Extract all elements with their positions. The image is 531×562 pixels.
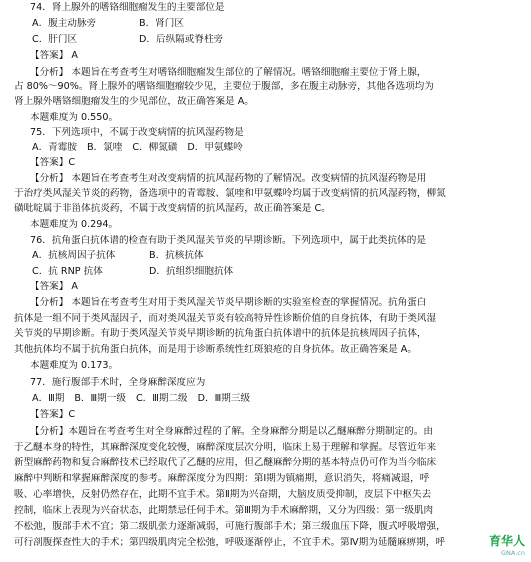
question-77-analysis-8: 可行剖腹探查性大的手术；第四级肌肉完全松弛，呼吸逐渐停止，不宜手术。第Ⅳ期为延髓麻痹期，呼: [14, 537, 445, 548]
question-77-analysis-6: 控制，临床上表现为兴奋状态，此期禁忌任何手术。第Ⅲ期为手术麻醉期，又分为四级：第一级肌肉: [14, 505, 434, 516]
option-a: A．抗核周因子抗体: [32, 250, 116, 261]
question-77-analysis-3: 新型麻醉药物和复合麻醉技术已经取代了乙醚的应用，但乙醚麻醉分期的基本特点仍可作为当今临床: [14, 457, 437, 468]
site-watermark: [489, 532, 525, 557]
option-a: A．腹主动脉旁: [32, 18, 97, 29]
question-74-analysis-1: 【分析】 本题旨在考查考生对嗜铬细胞瘤发生部位的了解情况。嗜铬细胞瘤主要位于肾上腺，: [30, 67, 427, 78]
option-b: B．肾门区: [139, 18, 184, 29]
question-75-options: [32, 142, 531, 154]
option-a: A．Ⅲ期: [32, 393, 65, 404]
question-75-analysis-3: 磺吡啶属于非甾体抗炎药，不属于改变病情的抗风湿药，故正确答案是 C。: [14, 203, 331, 214]
option-c: C．肝门区: [32, 34, 78, 45]
question-76-options-row-1: [32, 250, 531, 262]
question-75-difficulty: 本题难度为 0.294。: [30, 219, 119, 230]
question-74-analysis-2: 占 80%～90%。肾上腺外的嗜铬细胞瘤较少见，主要位于腹部，多在腹主动脉旁，其他各选项均为: [14, 81, 434, 92]
watermark-sub: GNA.cn: [501, 549, 525, 557]
option-a: A．青霉胺: [32, 142, 77, 153]
question-76-analysis-1: 【分析】 本题旨在考查考生对用于类风湿关节炎早期诊断的实验室检查的掌握情况。抗角蛋白: [30, 297, 427, 308]
question-75-stem: 75．下列选项中，不属于改变病情的抗风湿药物是: [30, 127, 244, 138]
option-d: D．抗组织细胞抗体: [149, 266, 234, 277]
watermark-main: 育华人: [488, 534, 525, 548]
question-77-options: [32, 393, 531, 405]
question-75-answer: 【答案】C: [30, 157, 76, 168]
question-74-stem: 74．肾上腺外的嗜铬细胞瘤发生的主要部位是: [30, 2, 225, 13]
option-d: D．后纵隔或脊柱旁: [139, 34, 224, 45]
question-77-stem: 77．施行腹部手术时，全身麻醉深度应为: [30, 377, 206, 388]
question-76-options-row-2: [32, 266, 531, 278]
question-75-analysis-2: 于治疗类风湿关节炎的药物，备选项中的青霉胺、氯喹和甲氨蝶呤均属于改变病情的抗风湿药物，柳氮: [14, 188, 446, 199]
option-b: B．氯喹: [86, 142, 123, 153]
option-d: D．甲氨蝶呤: [187, 142, 243, 153]
question-76-analysis-3: 关节炎的早期诊断。有助于类风湿关节炎早期诊断的抗角蛋白抗体谱中的抗体是抗核周因子抗体，: [14, 328, 427, 339]
question-74-difficulty: 本题难度为 0.550。: [30, 112, 119, 123]
question-77-analysis-5: 吸、心率增快，反射仍然存在，此期不宜手术。第Ⅱ期为兴奋期，大脑皮质受抑制，皮层下中枢失去: [14, 489, 432, 500]
option-b: B．抗核抗体: [149, 250, 204, 261]
question-76-difficulty: 本题难度为 0.173。: [30, 360, 119, 371]
question-74-options-row-2: [32, 34, 531, 46]
option-c: C．Ⅲ期二级: [135, 393, 188, 404]
option-c: C．柳氮磺: [132, 142, 178, 153]
question-76-analysis-2: 抗体是一组不同于类风湿因子，而对类风湿关节炎有较高特异性诊断价值的自身抗体，有助于类风湿: [14, 313, 437, 324]
question-74-options-row-1: [32, 18, 531, 30]
question-77-analysis-1: 【分析】本题旨在考查考生对全身麻醉过程的了解。全身麻醉分期是以乙醚麻醉分期制定的。由: [30, 426, 433, 437]
question-77-analysis-4: 麻醉中判断和掌握麻醉深度的参考。麻醉深度分为四期：第Ⅰ期为镇痛期，意识消失，将痛减退，呼: [14, 473, 430, 484]
option-b: B．Ⅲ期一级: [74, 393, 126, 404]
question-76-stem: 76．抗角蛋白抗体谱的检查有助于类风湿关节炎的早期诊断。下列选项中，属于此类抗体的是: [30, 235, 426, 246]
question-74-answer: 【答案】 A: [30, 50, 78, 61]
option-c: C．抗 RNP 抗体: [32, 266, 103, 277]
question-77-analysis-2: 于乙醚本身的特性，其麻醉深度变化较慢，麻醉深度层次分明，临床上易于理解和掌握。尽管近年来: [14, 442, 437, 453]
question-77-analysis-7: 不松弛，腹部手术不宜；第二级肌张力逐渐减弱，可施行腹部手术；第三级血压下降，腹式呼吸增强，: [14, 521, 446, 532]
question-75-analysis-1: 【分析】 本题旨在考查考生对改变病情的抗风湿药物的了解情况。改变病情的抗风湿药物是用: [30, 173, 427, 184]
question-76-answer: 【答案】 A: [30, 281, 78, 292]
option-d: D．Ⅲ期三级: [197, 393, 251, 404]
question-74-analysis-3: 肾上腺外嗜铬细胞瘤发生的少见部位，故正确答案是 A。: [14, 96, 254, 107]
question-76-analysis-4: 其他抗体均不属于抗角蛋白抗体，而是用于诊断系统性红斑狼疮的自身抗体。故正确答案是 A。: [14, 344, 417, 355]
question-77-answer: 【答案】C: [30, 409, 76, 420]
